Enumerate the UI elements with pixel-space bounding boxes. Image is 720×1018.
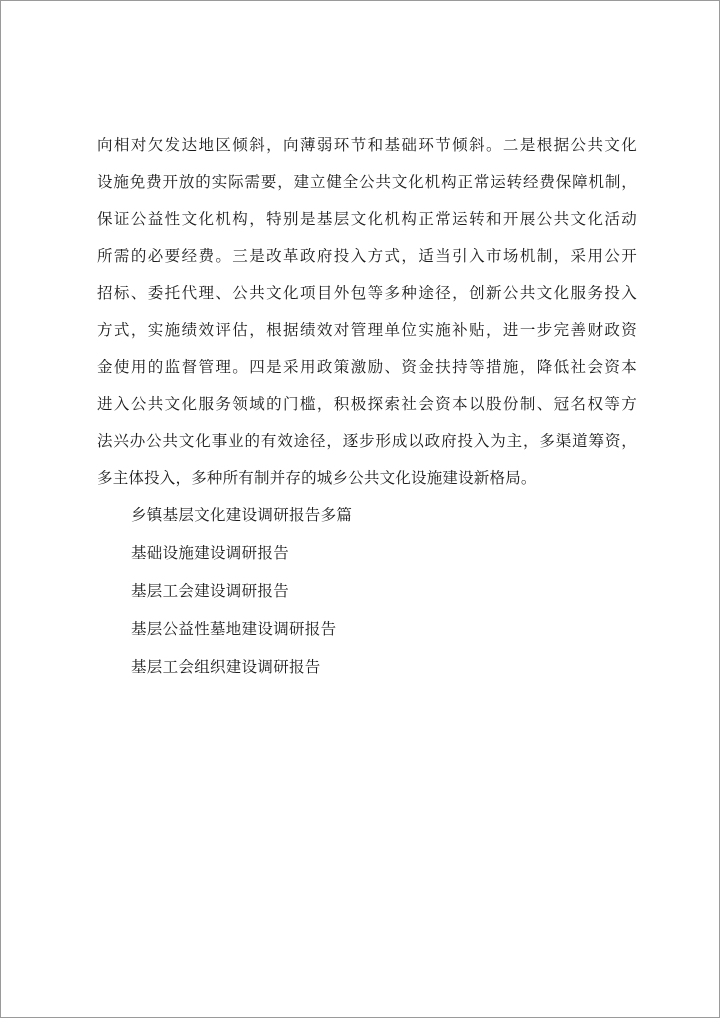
related-report-item[interactable]: 基层公益性墓地建设调研报告 (131, 620, 337, 638)
paragraph-line: 进入公共文化服务领域的门槛，积极探索社会资本以股份制、冠名权等方 (97, 395, 637, 413)
paragraph-line: 多主体投入，多种所有制并存的城乡公共文化设施建设新格局。 (97, 469, 537, 487)
paragraph-line: 金使用的监督管理。四是采用政策激励、资金扶持等措施，降低社会资本 (97, 358, 637, 376)
document-body (97, 131, 637, 691)
paragraph-line: 招标、委托代理、公共文化项目外包等多种途径，创新公共文化服务投入 (97, 284, 637, 302)
related-report-item[interactable]: 基层工会建设调研报告 (131, 582, 290, 600)
body-paragraph (97, 131, 637, 501)
paragraph-line: 法兴办公共文化事业的有效途径，逐步形成以政府投入为主，多渠道筹资， (97, 432, 637, 450)
related-report-item[interactable]: 基础设施建设调研报告 (131, 544, 290, 562)
paragraph-line: 保证公益性文化机构，特别是基层文化机构正常运转和开展公共文化活动 (97, 210, 637, 228)
paragraph-line: 所需的必要经费。三是改革政府投入方式，适当引入市场机制，采用公开 (97, 247, 637, 265)
paragraph-line: 设施免费开放的实际需要，建立健全公共文化机构正常运转经费保障机制， (97, 173, 637, 191)
paragraph-line: 向相对欠发达地区倾斜，向薄弱环节和基础环节倾斜。二是根据公共文化 (97, 136, 637, 154)
related-reports-list (97, 501, 637, 691)
paragraph-line: 方式，实施绩效评估，根据绩效对管理单位实施补贴，进一步完善财政资 (97, 321, 637, 339)
related-report-item[interactable]: 基层工会组织建设调研报告 (131, 658, 321, 676)
related-report-item[interactable]: 乡镇基层文化建设调研报告多篇 (131, 506, 353, 524)
